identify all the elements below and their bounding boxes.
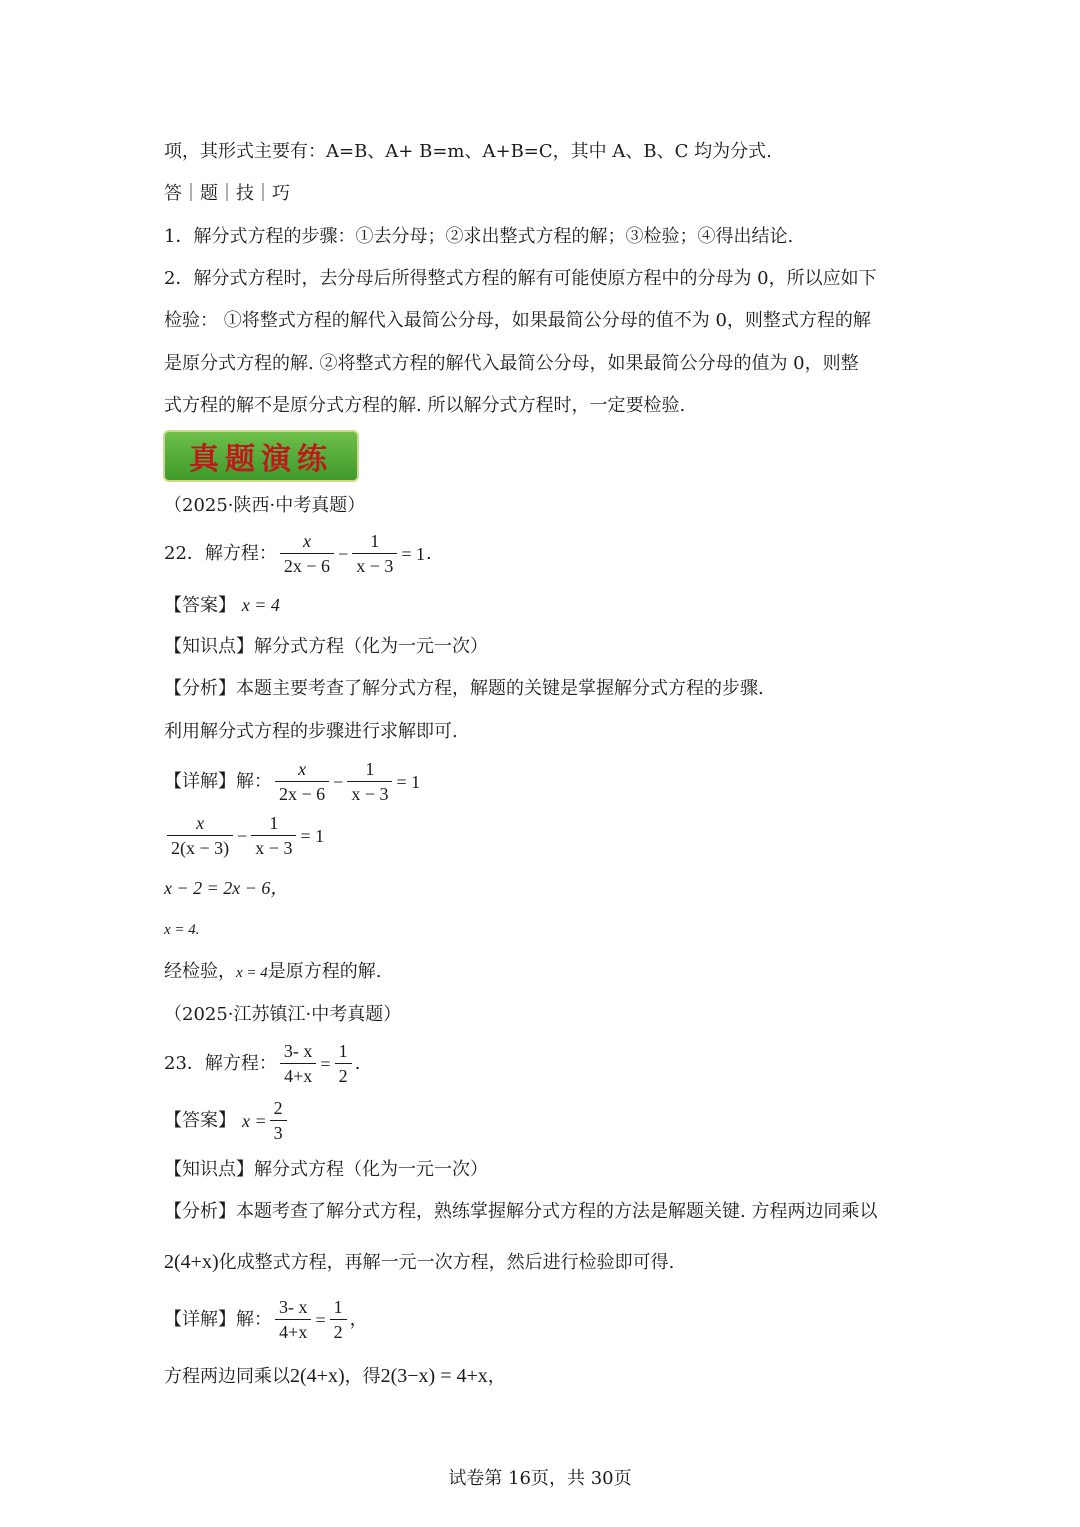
q22-source: （2025·陕西·中考真题）	[164, 495, 366, 516]
fraction: $\frac{2}{3}$	[270, 1097, 287, 1144]
q23-question: 23．解方程： $\frac{3- x}{4+x}$ = $\frac{1}{2}$ .	[164, 1041, 361, 1086]
q22-analysis: 【分析】本题主要考查了解分式方程，解题的关键是掌握解分式方程的步骤.	[164, 678, 764, 699]
page-footer: 试卷第 16页，共 30页	[448, 1468, 632, 1489]
fraction: $\frac{1}{x - 3}$	[347, 758, 392, 805]
fraction: $\frac{x}{2x - 6}$	[275, 758, 329, 805]
q22-knowledge: 【知识点】解分式方程（化为一元一次）	[164, 636, 488, 657]
text-line: 项，其形式主要有：A=B、A+ B=m、A+B=C，其中 A、B、C 均为分式.	[164, 141, 772, 162]
q22-step-4: x = 4.	[164, 922, 200, 938]
fraction: $\frac{x}{2x - 6}$	[280, 530, 334, 577]
q23-analysis-2: 2(4+x)化成整式方程，再解一元一次方程，然后进行检验即可得.	[164, 1251, 675, 1273]
q23-last-step: 方程两边同乘以2(4+x)，得2(3−x) = 4+x，	[164, 1365, 506, 1387]
banner-label: 真题演练	[189, 442, 333, 477]
tips-header: 答｜题｜技｜巧	[164, 183, 290, 204]
fraction: $\frac{1}{2}$	[335, 1040, 352, 1087]
q23-knowledge: 【知识点】解分式方程（化为一元一次）	[164, 1159, 488, 1180]
q23-answer: 【答案】 x = $\frac{2}{3}$	[164, 1097, 290, 1144]
fraction: $\frac{1}{x - 3}$	[251, 812, 296, 859]
tip-2-line-4: 式方程的解不是原分式方程的解. 所以解分式方程时，一定要检验.	[164, 395, 686, 416]
q22-step-3: x − 2 = 2x − 6，	[164, 878, 289, 898]
q22-question: 22．解方程： $\frac{x}{2x - 6}$ − $\frac{1}{x - 3}$ = 1 .	[164, 531, 432, 576]
tip-2-line-2: 检验： ①将整式方程的解代入最简公分母，如果最简公分母的值不为 0，则整式方程的解	[164, 310, 871, 331]
q23-analysis: 【分析】本题考查了解分式方程，熟练掌握解分式方程的方法是解题关键. 方程两边同乘以	[164, 1201, 878, 1222]
q22-analysis-2: 利用解分式方程的步骤进行求解即可.	[164, 721, 458, 742]
q22-answer: 【答案】 x = 4	[164, 595, 280, 616]
q22-prefix: 22．解方程：	[164, 542, 277, 564]
fraction: $\frac{x}{2(x - 3)}$	[167, 812, 233, 859]
fraction: $\frac{3- x}{4+x}$	[280, 1040, 317, 1087]
q22-step-2: $\frac{x}{2(x - 3)}$ − $\frac{1}{x - 3}$ = 1	[164, 812, 325, 859]
tip-2: 2．解分式方程时，去分母后所得整式方程的解有可能使原方程中的分母为 0，所以应如下	[164, 268, 877, 289]
fraction: $\frac{3- x}{4+x}$	[275, 1296, 312, 1343]
q23-detail: 【详解】解： $\frac{3- x}{4+x}$ = $\frac{1}{2}$ ，	[164, 1297, 368, 1342]
fraction: $\frac{1}{2}$	[330, 1296, 347, 1343]
q23-source: （2025·江苏镇江·中考真题）	[164, 1004, 402, 1025]
q22-detail: 【详解】解： $\frac{x}{2x - 6}$ − $\frac{1}{x - 3}$ = 1	[164, 759, 421, 804]
q22-check: 经检验，x = 4是原方程的解.	[164, 961, 382, 982]
section-banner	[163, 430, 359, 482]
tip-2-line-3: 是原分式方程的解. ②将整式方程的解代入最简公分母，如果最简公分母的值为 0，则整	[164, 353, 859, 374]
tip-1: 1．解分式方程的步骤：①去分母；②求出整式方程的解；③检验；④得出结论.	[164, 226, 794, 247]
fraction: $\frac{1}{x - 3}$	[352, 530, 397, 577]
